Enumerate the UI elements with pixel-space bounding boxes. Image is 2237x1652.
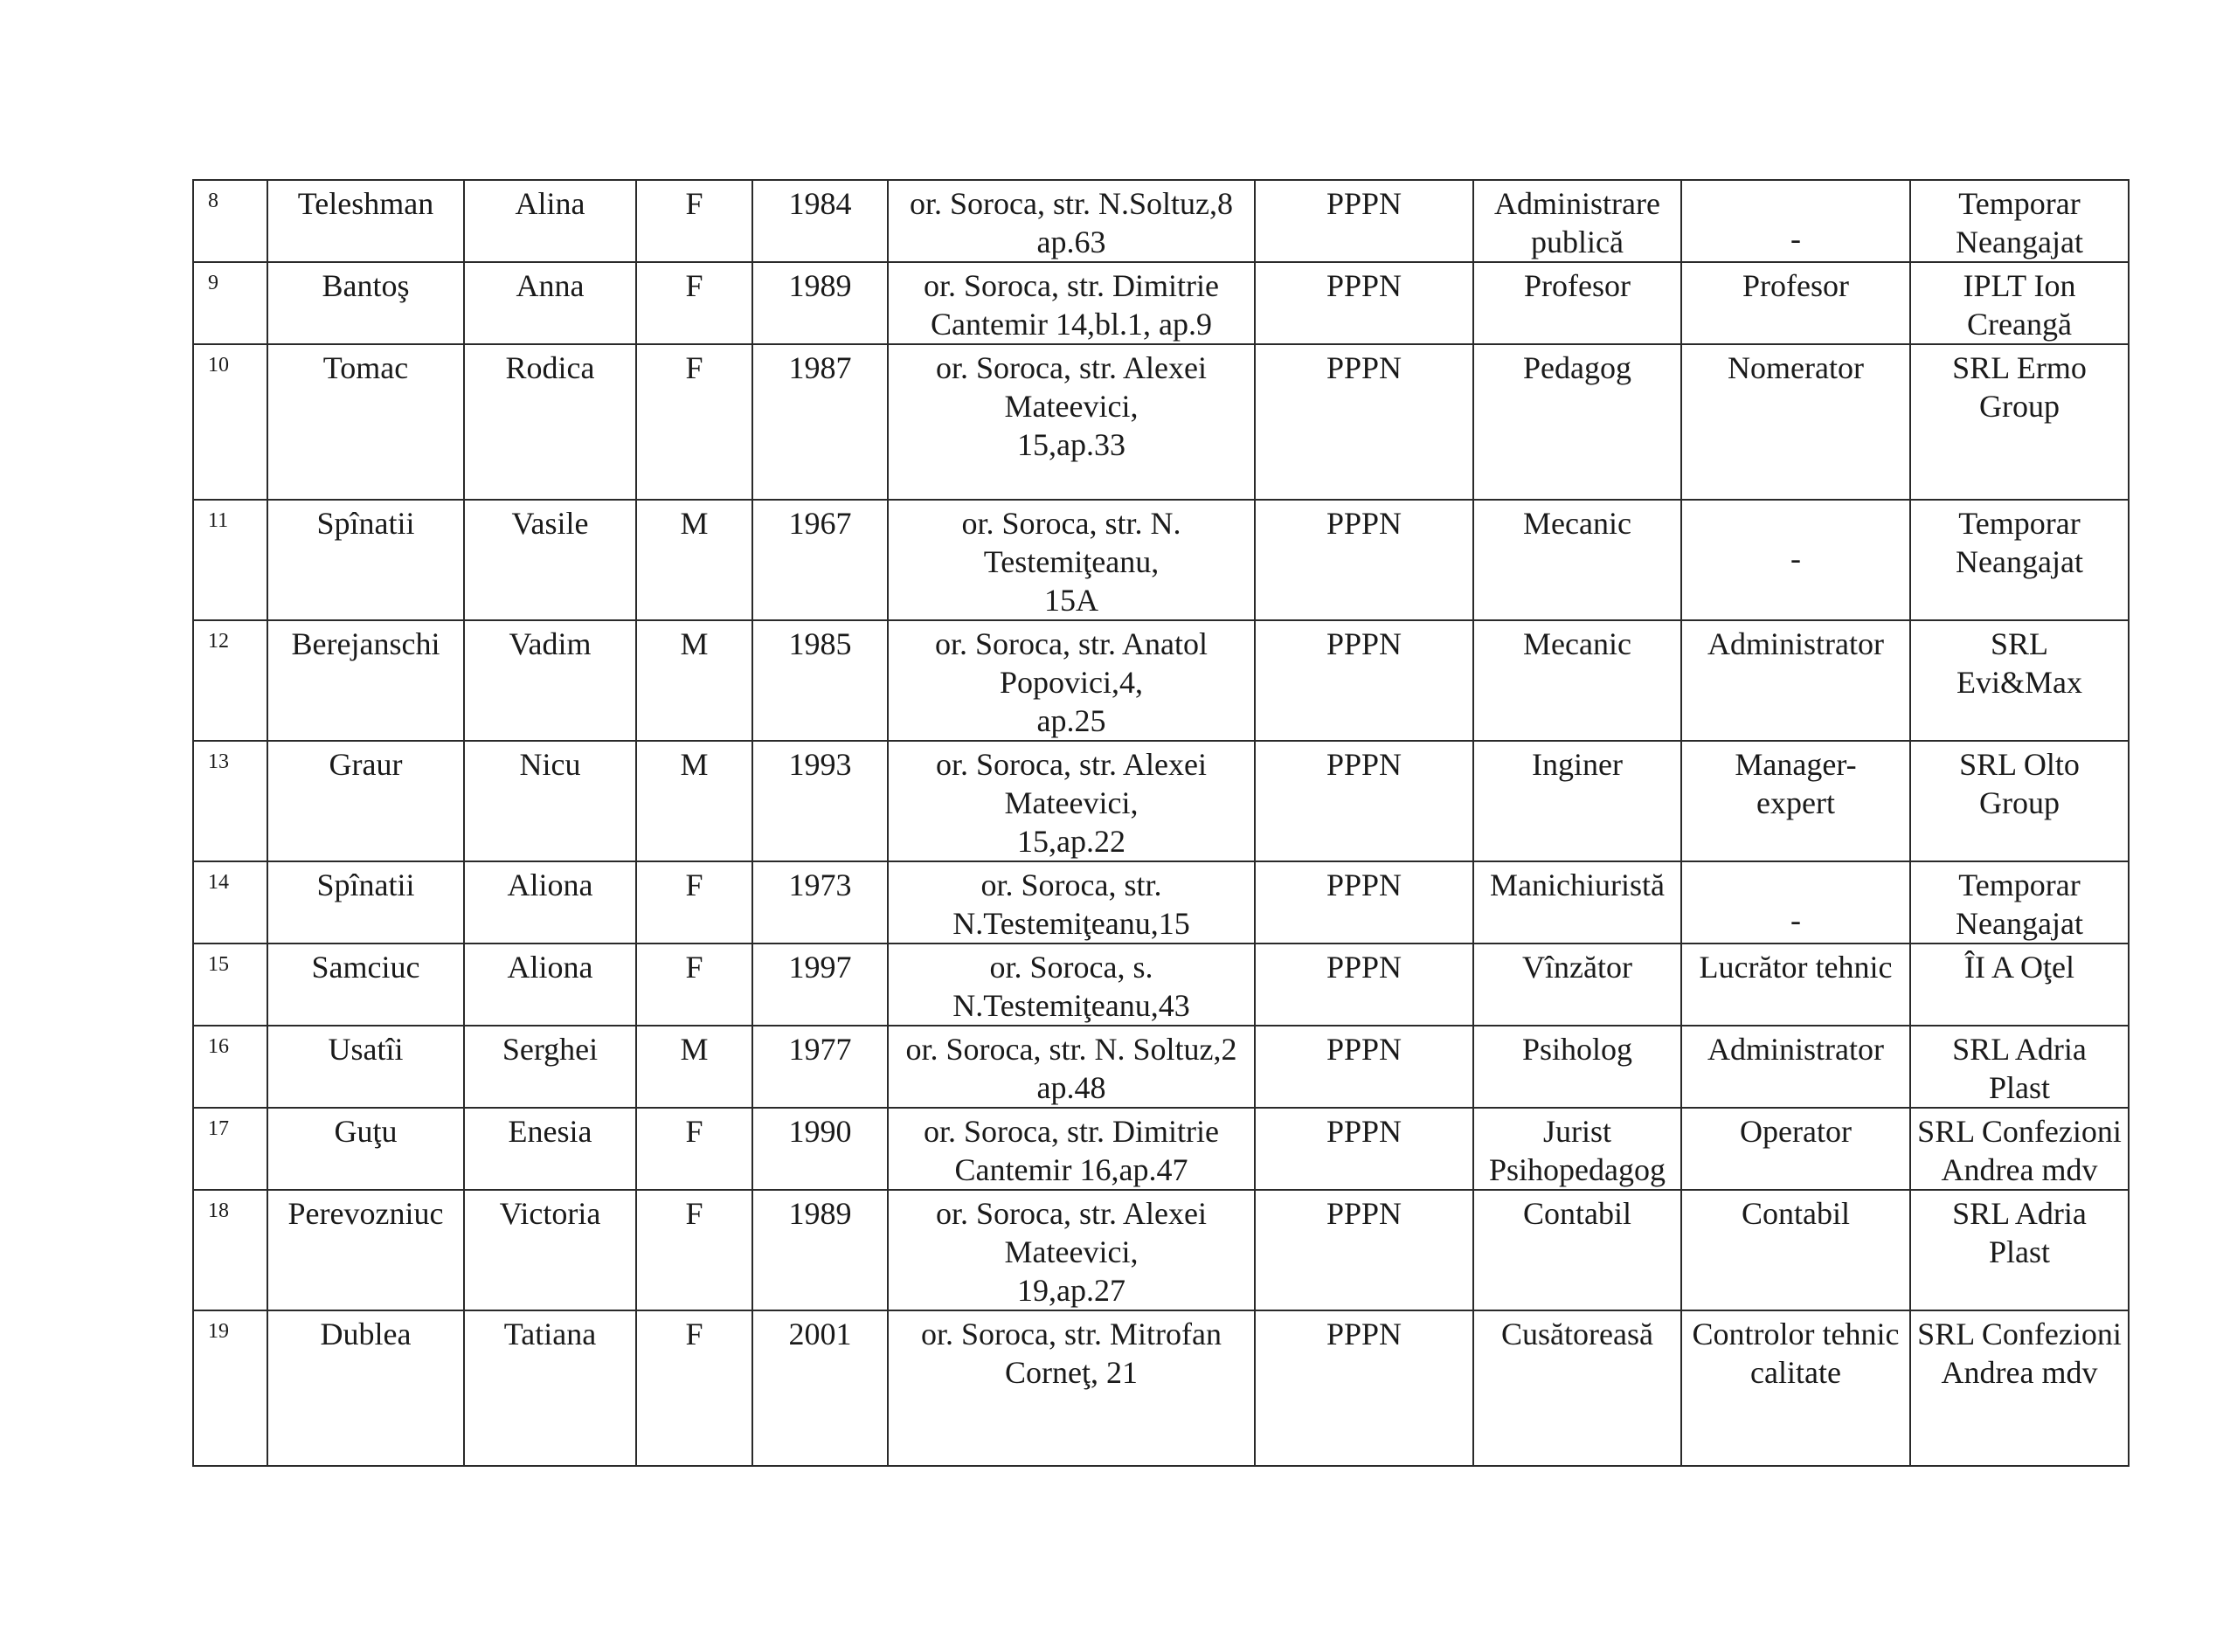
position-text: Controlor tehnic calitate: [1692, 1317, 1900, 1390]
address-text: or. Soroca, str. N. Testemiţeanu, 15A: [961, 506, 1181, 618]
position-text: -: [1790, 541, 1801, 576]
profession-text: Jurist Psihopedagog: [1489, 1114, 1666, 1187]
cell-employer: [1910, 944, 2129, 1026]
year-text: 1977: [788, 1032, 852, 1067]
table-row: [193, 741, 2129, 861]
profession-text: Psiholog: [1521, 1032, 1633, 1067]
cell-year: [752, 1108, 888, 1190]
cell-sex: [636, 620, 752, 741]
cell-nr: [193, 1026, 267, 1108]
address-text: or. Soroca, s. N.Testemiţeanu,43: [952, 950, 1190, 1023]
profession-text: Vînzător: [1522, 950, 1632, 985]
cell-status: [1255, 1310, 1473, 1466]
cell-sex: [636, 741, 752, 861]
position-text: Profesor: [1742, 268, 1849, 303]
cell-name: [464, 500, 636, 620]
cell-status: [1255, 262, 1473, 344]
cell-profession: [1473, 180, 1681, 262]
employer-text: Temporar Neangajat: [1956, 867, 2083, 941]
position-text: Administrator: [1707, 1032, 1884, 1067]
cell-status: [1255, 944, 1473, 1026]
name-text: Anna: [516, 268, 585, 303]
table-row: [193, 861, 2129, 944]
profession-text: Mecanic: [1523, 626, 1631, 661]
cell-surname: [267, 620, 464, 741]
sex-text: F: [685, 867, 703, 902]
name-text: Vasile: [511, 506, 589, 541]
year-text: 1973: [788, 867, 852, 902]
surname-text: Berejanschi: [291, 626, 440, 661]
profession-text: Pedagog: [1523, 350, 1631, 385]
table-row: [193, 1310, 2129, 1466]
cell-surname: [267, 1108, 464, 1190]
employer-text: SRL Ermo Group: [1952, 350, 2087, 424]
cell-name: [464, 262, 636, 344]
cell-profession: [1473, 262, 1681, 344]
cell-surname: [267, 944, 464, 1026]
status-text: PPPN: [1326, 268, 1402, 303]
year-text: 1989: [788, 268, 852, 303]
year-text: 1987: [788, 350, 852, 385]
cell-year: [752, 1026, 888, 1108]
cell-status: [1255, 1108, 1473, 1190]
surname-text: Guţu: [334, 1114, 398, 1149]
nr-text: 19: [208, 1320, 229, 1343]
surname-text: Tomac: [322, 350, 409, 385]
nr-text: 13: [208, 750, 229, 773]
cell-address: [888, 500, 1255, 620]
surname-text: Usatîi: [328, 1032, 404, 1067]
cell-name: [464, 1108, 636, 1190]
table-row: [193, 1108, 2129, 1190]
cell-address: [888, 344, 1255, 500]
profession-text: Inginer: [1532, 747, 1623, 782]
cell-surname: [267, 180, 464, 262]
cell-position: [1681, 944, 1910, 1026]
cell-address: [888, 944, 1255, 1026]
cell-name: [464, 620, 636, 741]
nr-text: 15: [208, 953, 229, 976]
cell-nr: [193, 620, 267, 741]
status-text: PPPN: [1326, 1032, 1402, 1067]
nr-text: 18: [208, 1199, 229, 1222]
cell-year: [752, 1190, 888, 1310]
cell-employer: [1910, 741, 2129, 861]
name-text: Rodica: [505, 350, 595, 385]
year-text: 1967: [788, 506, 852, 541]
table-body: [193, 180, 2129, 1466]
position-text: Administrator: [1707, 626, 1884, 661]
address-text: or. Soroca, str. N. Soltuz,2 ap.48: [905, 1032, 1237, 1105]
status-text: PPPN: [1326, 950, 1402, 985]
position-text: Lucrător tehnic: [1699, 950, 1893, 985]
address-text: or. Soroca, str. Dimitrie Cantemir 16,ap.47: [924, 1114, 1219, 1187]
cell-employer: [1910, 344, 2129, 500]
status-text: PPPN: [1326, 506, 1402, 541]
cell-address: [888, 861, 1255, 944]
nr-text: 12: [208, 630, 229, 653]
cell-profession: [1473, 344, 1681, 500]
cell-address: [888, 180, 1255, 262]
name-text: Aliona: [507, 950, 593, 985]
table-row: [193, 1190, 2129, 1310]
cell-position: [1681, 1108, 1910, 1190]
cell-employer: [1910, 1310, 2129, 1466]
surname-text: Spînatii: [316, 867, 415, 902]
cell-employer: [1910, 1190, 2129, 1310]
status-text: PPPN: [1326, 350, 1402, 385]
address-text: or. Soroca, str. Alexei Mateevici, 15,ap.33: [936, 350, 1207, 462]
sex-text: M: [680, 626, 709, 661]
name-text: Enesia: [508, 1114, 592, 1149]
cell-profession: [1473, 1108, 1681, 1190]
cell-nr: [193, 344, 267, 500]
cell-year: [752, 500, 888, 620]
cell-position: [1681, 1310, 1910, 1466]
cell-nr: [193, 1108, 267, 1190]
surname-text: Spînatii: [316, 506, 415, 541]
surname-text: Graur: [329, 747, 403, 782]
cell-nr: [193, 741, 267, 861]
cell-surname: [267, 1026, 464, 1108]
cell-sex: [636, 344, 752, 500]
cell-nr: [193, 1190, 267, 1310]
cell-nr: [193, 500, 267, 620]
address-text: or. Soroca, str. Mitrofan Corneţ, 21: [921, 1317, 1222, 1390]
persons-table: [192, 179, 2130, 1467]
cell-status: [1255, 344, 1473, 500]
cell-address: [888, 262, 1255, 344]
cell-employer: [1910, 861, 2129, 944]
cell-nr: [193, 262, 267, 344]
address-text: or. Soroca, str. Anatol Popovici,4, ap.25: [935, 626, 1208, 738]
year-text: 1984: [788, 186, 852, 221]
cell-nr: [193, 180, 267, 262]
surname-text: Bantoş: [322, 268, 410, 303]
position-text: Nomerator: [1728, 350, 1864, 385]
cell-status: [1255, 741, 1473, 861]
sex-text: M: [680, 1032, 709, 1067]
nr-text: 9: [208, 272, 218, 294]
cell-surname: [267, 1190, 464, 1310]
nr-text: 14: [208, 871, 229, 894]
status-text: PPPN: [1326, 1196, 1402, 1231]
cell-sex: [636, 861, 752, 944]
employer-text: SRL Adria Plast: [1952, 1032, 2087, 1105]
employer-text: SRL Confezioni Andrea mdv: [1917, 1317, 2122, 1390]
nr-text: 11: [208, 509, 229, 532]
cell-address: [888, 1310, 1255, 1466]
surname-text: Perevozniuc: [287, 1196, 444, 1231]
status-text: PPPN: [1326, 186, 1402, 221]
employer-text: SRL Evi&Max: [1957, 626, 2082, 700]
cell-sex: [636, 944, 752, 1026]
employer-text: Temporar Neangajat: [1956, 186, 2083, 259]
sex-text: F: [685, 1317, 703, 1351]
surname-text: Teleshman: [297, 186, 434, 221]
status-text: PPPN: [1326, 747, 1402, 782]
cell-year: [752, 944, 888, 1026]
cell-sex: [636, 500, 752, 620]
name-text: Vadim: [509, 626, 592, 661]
address-text: or. Soroca, str. Dimitrie Cantemir 14,bl.1, ap.9: [924, 268, 1219, 342]
sex-text: F: [685, 186, 703, 221]
name-text: Aliona: [507, 867, 593, 902]
cell-year: [752, 741, 888, 861]
cell-surname: [267, 1310, 464, 1466]
sex-text: F: [685, 350, 703, 385]
cell-surname: [267, 262, 464, 344]
cell-profession: [1473, 741, 1681, 861]
position-text: -: [1790, 221, 1801, 256]
table-row: [193, 344, 2129, 500]
cell-name: [464, 180, 636, 262]
cell-position: [1681, 180, 1910, 262]
name-text: Nicu: [519, 747, 581, 782]
cell-employer: [1910, 1108, 2129, 1190]
name-text: Tatiana: [503, 1317, 597, 1351]
name-text: Victoria: [499, 1196, 601, 1231]
cell-name: [464, 1310, 636, 1466]
cell-sex: [636, 1108, 752, 1190]
cell-year: [752, 861, 888, 944]
address-text: or. Soroca, str. Alexei Mateevici, 15,ap.22: [936, 747, 1207, 859]
cell-name: [464, 1190, 636, 1310]
position-text: Contabil: [1742, 1196, 1850, 1231]
document-sheet: [192, 179, 2128, 1467]
cell-year: [752, 344, 888, 500]
cell-employer: [1910, 1026, 2129, 1108]
cell-surname: [267, 741, 464, 861]
cell-profession: [1473, 861, 1681, 944]
cell-nr: [193, 944, 267, 1026]
cell-name: [464, 1026, 636, 1108]
cell-employer: [1910, 262, 2129, 344]
cell-year: [752, 262, 888, 344]
cell-surname: [267, 344, 464, 500]
cell-sex: [636, 262, 752, 344]
profession-text: Administrare publică: [1494, 186, 1660, 259]
address-text: or. Soroca, str. N.Soltuz,8 ap.63: [910, 186, 1233, 259]
year-text: 1997: [788, 950, 852, 985]
table-row: [193, 262, 2129, 344]
cell-profession: [1473, 1026, 1681, 1108]
year-text: 2001: [788, 1317, 852, 1351]
address-text: or. Soroca, str. N.Testemiţeanu,15: [952, 867, 1190, 941]
cell-position: [1681, 620, 1910, 741]
position-text: Operator: [1740, 1114, 1852, 1149]
cell-profession: [1473, 944, 1681, 1026]
sex-text: F: [685, 1114, 703, 1149]
cell-name: [464, 741, 636, 861]
name-text: Serghei: [502, 1032, 599, 1067]
cell-nr: [193, 1310, 267, 1466]
status-text: PPPN: [1326, 626, 1402, 661]
address-text: or. Soroca, str. Alexei Mateevici, 19,ap.27: [936, 1196, 1207, 1308]
cell-sex: [636, 1026, 752, 1108]
sex-text: F: [685, 1196, 703, 1231]
cell-sex: [636, 1190, 752, 1310]
cell-employer: [1910, 180, 2129, 262]
cell-position: [1681, 344, 1910, 500]
cell-position: [1681, 861, 1910, 944]
cell-status: [1255, 500, 1473, 620]
cell-position: [1681, 1190, 1910, 1310]
cell-address: [888, 1190, 1255, 1310]
table-row: [193, 500, 2129, 620]
name-text: Alina: [515, 186, 585, 221]
employer-text: SRL Adria Plast: [1952, 1196, 2087, 1269]
sex-text: F: [685, 950, 703, 985]
status-text: PPPN: [1326, 1317, 1402, 1351]
cell-position: [1681, 500, 1910, 620]
cell-profession: [1473, 500, 1681, 620]
position-text: -: [1790, 902, 1801, 937]
cell-year: [752, 620, 888, 741]
cell-position: [1681, 1026, 1910, 1108]
cell-surname: [267, 861, 464, 944]
employer-text: IPLT Ion Creangă: [1963, 268, 2076, 342]
nr-text: 8: [208, 190, 218, 212]
nr-text: 16: [208, 1035, 229, 1058]
employer-text: Temporar Neangajat: [1956, 506, 2083, 579]
surname-text: Samciuc: [311, 950, 420, 985]
cell-nr: [193, 861, 267, 944]
cell-status: [1255, 180, 1473, 262]
status-text: PPPN: [1326, 867, 1402, 902]
year-text: 1985: [788, 626, 852, 661]
cell-address: [888, 1108, 1255, 1190]
profession-text: Cusătoreasă: [1501, 1317, 1653, 1351]
cell-position: [1681, 262, 1910, 344]
employer-text: SRL Olto Group: [1959, 747, 2080, 820]
position-text: Manager- expert: [1735, 747, 1857, 820]
table-row: [193, 944, 2129, 1026]
cell-employer: [1910, 620, 2129, 741]
cell-status: [1255, 620, 1473, 741]
cell-address: [888, 1026, 1255, 1108]
status-text: PPPN: [1326, 1114, 1402, 1149]
profession-text: Manichiuristă: [1490, 867, 1665, 902]
cell-employer: [1910, 500, 2129, 620]
sex-text: M: [680, 747, 709, 782]
cell-address: [888, 620, 1255, 741]
cell-status: [1255, 861, 1473, 944]
year-text: 1989: [788, 1196, 852, 1231]
cell-year: [752, 1310, 888, 1466]
cell-profession: [1473, 1310, 1681, 1466]
nr-text: 17: [208, 1117, 229, 1140]
cell-name: [464, 944, 636, 1026]
profession-text: Profesor: [1524, 268, 1631, 303]
cell-sex: [636, 1310, 752, 1466]
cell-name: [464, 344, 636, 500]
cell-address: [888, 741, 1255, 861]
cell-position: [1681, 741, 1910, 861]
year-text: 1993: [788, 747, 852, 782]
cell-status: [1255, 1190, 1473, 1310]
cell-status: [1255, 1026, 1473, 1108]
employer-text: ÎI A Oţel: [1964, 950, 2074, 985]
cell-sex: [636, 180, 752, 262]
cell-profession: [1473, 620, 1681, 741]
table-row: [193, 180, 2129, 262]
table-row: [193, 620, 2129, 741]
cell-surname: [267, 500, 464, 620]
nr-text: 10: [208, 354, 229, 377]
table-row: [193, 1026, 2129, 1108]
cell-name: [464, 861, 636, 944]
sex-text: M: [680, 506, 709, 541]
profession-text: Contabil: [1523, 1196, 1631, 1231]
surname-text: Dublea: [320, 1317, 412, 1351]
sex-text: F: [685, 268, 703, 303]
year-text: 1990: [788, 1114, 852, 1149]
employer-text: SRL Confezioni Andrea mdv: [1917, 1114, 2122, 1187]
cell-year: [752, 180, 888, 262]
cell-profession: [1473, 1190, 1681, 1310]
profession-text: Mecanic: [1523, 506, 1631, 541]
